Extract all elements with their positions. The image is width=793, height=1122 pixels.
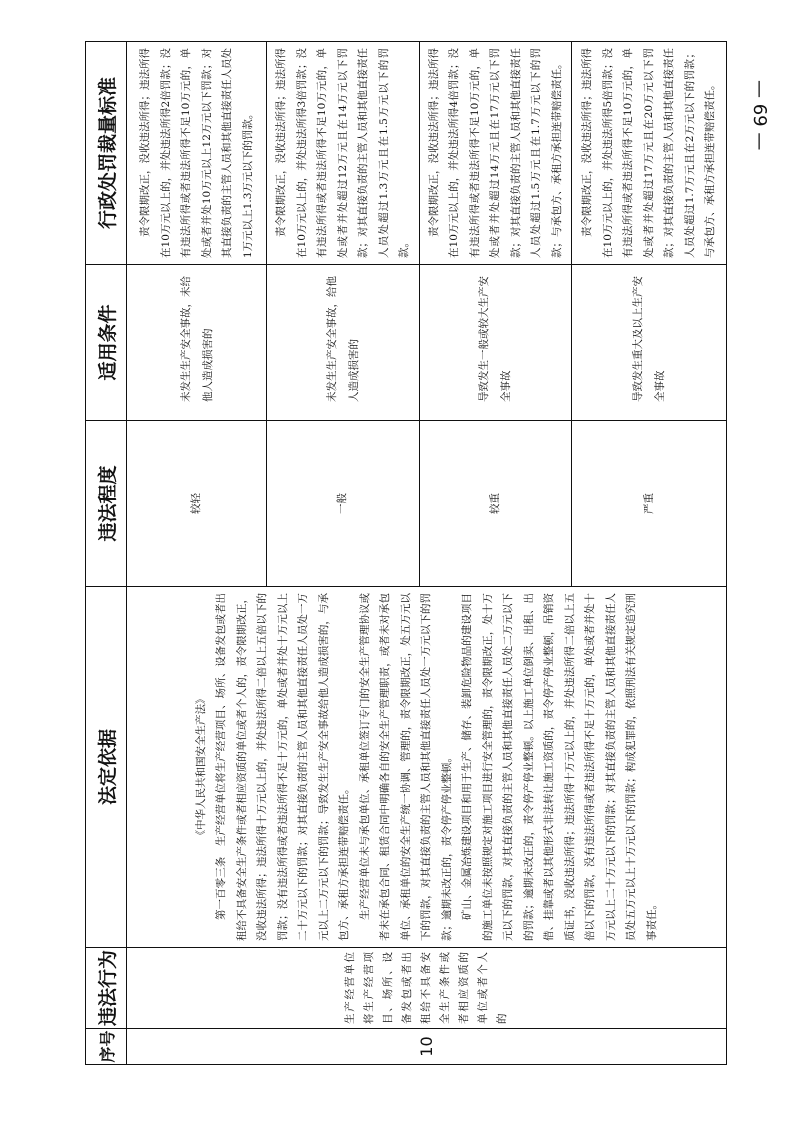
penalty-text: 责令限期改正，没收违法所得；违法所得在10万元以上的，并处违法所得4倍罚款；没有违法所得或者违法所得不足10万元的，单处或者并处超过14万元且在17万元以下罚款；对其直接负责的主管人员和其他直接责任人员处超过1.5万元且在1.7万元以下的罚款；与承包方、承租方承担连带赔偿责任。 — [427, 48, 563, 258]
penalty-standard-table — [85, 41, 727, 1065]
page-number-text: — 69 — — [749, 80, 770, 151]
degree-cell: 较轻 — [127, 421, 267, 587]
condition-cell — [419, 265, 572, 421]
header-degree: 违法程度 — [86, 421, 127, 587]
header-act: 违法行为 — [86, 948, 127, 1029]
penalty-cell — [572, 42, 727, 265]
degree-cell: 一般 — [267, 421, 420, 587]
header-law: 法定依据 — [86, 587, 127, 948]
condition-text: 导致发生一般或较大生产安全事故 — [478, 276, 513, 402]
penalty-text: 责令限期改正，没收违法所得；违法所得在10万元以上的，并处违法所得5倍罚款；没有违法所得或者违法所得不足10万元的，单处或者并处超过17万元且在20万元以下罚款；对其直接负责的主管人员和其他直接责任人员处超过1.7万元且在2万元以下的罚款；与承包方、承租方承担连带赔偿责任。 — [581, 48, 717, 258]
condition-text: 导致发生重大及以上生产安全事故 — [632, 276, 666, 402]
condition-text: 未发生生产安全事故，未给他人造成损害的 — [179, 276, 214, 402]
penalty-text: 责令限期改正，没收违法所得；违法所得在10万元以上的，并处违法所得3倍罚款；没有违法所得或者违法所得不足10万元的，单处或者并处超过12万元且在14万元以下罚款；对其直接负责的主管人员和其他直接责任人员处超过1.3万元且在1.5万元以下的罚款。 — [275, 48, 410, 258]
law-paragraph: 第一百零三条 生产经营单位将生产经营项目、场所、设备发包或者出租给不具备安全生产条件或者相应资质的单位或者个人的，责令限期改正，没收违法所得；违法所得十万元以上的，并处违法所得二倍以上五倍以下的罚款；没有违法所得或者违法所得不足十万元的，单处或者并处十万元以上二十万元以下的罚款；对其直接负责的主管人员和其他直接责任人员处一万元以上二万元以下的罚款；导致发生生产安全事故给他人造成损害的，与承包方、承租方承担连带赔偿责任。 — [215, 593, 351, 941]
degree-cell: 较重 — [419, 421, 572, 587]
penalty-cell — [267, 42, 420, 265]
violation-text: 生产经营单位将生产经营项目、场所、设备发包或者出租给不具备安全生产条件或者相应资质的单位或者个人的 — [344, 952, 508, 1024]
page-number — [740, 40, 780, 151]
legal-basis-text — [188, 587, 666, 947]
table-header-row — [86, 42, 127, 1065]
law-paragraph: 矿山、金属冶炼建设项目和用于生产、储存、装卸危险物品的建设项目的施工单位未按照规定对施工项目进行安全管理的，责令限期改正，处十万元以下的罚款，对其直接负责的主管人员和其他直接责任人员处二万元以下的罚款；逾期未改正的，责令停产停业整顿。以上施工单位倒卖、出租、出借、挂靠或者以其他形式非法转让施工资质的，责令停产停业整顿，吊销资质证书，没收违法所得；违法所得十万元以上的，并处违法所得二倍以上五倍以下的罚款，没有违法所得或者违法所得不足十万元的，单处或者并处十万元以上二十万元以下的罚款；对其直接负责的主管人员和其他直接责任人员处五万元以上十万元以下的罚款；构成犯罪的，依照刑法有关规定追究刑事责任。 — [461, 593, 658, 941]
law-paragraph: 生产经营单位未与承包单位、承租单位签订专门的安全生产管理协议或者未在承包合同、租赁合同中明确各自的安全生产管理职责，或者未对承包单位、承租单位的安全生产统一协调、管理的，责令限期改正，处五万元以下的罚款，对其直接负责的主管人员和其他直接责任人员处一万元以下的罚款；逾期未改正的，责令停产停业整顿。 — [358, 593, 453, 941]
condition-cell — [127, 265, 267, 421]
header-no: 序号 — [86, 1029, 127, 1065]
rotated-page — [85, 48, 717, 1065]
table-row — [127, 42, 267, 1065]
condition-cell — [267, 265, 420, 421]
header-condition: 适用条件 — [86, 265, 127, 421]
violation-cell — [127, 948, 727, 1029]
legal-basis-cell — [127, 587, 727, 948]
condition-text: 未发生生产安全事故，给他人造成损害的 — [325, 276, 360, 402]
degree-cell: 严重 — [572, 421, 727, 587]
penalty-cell — [127, 42, 267, 265]
entry-number: 10 — [127, 1029, 727, 1065]
law-title: 《中华人民共和国安全生产法》 — [194, 693, 207, 841]
condition-cell — [572, 265, 727, 421]
header-penalty: 行政处罚裁量标准 — [86, 42, 127, 265]
penalty-text: 责令限期改正，没收违法所得；违法所得在10万元以上的，并处违法所得2倍罚款；没有违法所得或者违法所得不足10万元的，单处或者并处10万元以上12万元以下罚款；对其直接负责的主管人员和其他直接责任人员处1万元以上1.3万元以下的罚款。 — [139, 48, 254, 258]
penalty-cell — [419, 42, 572, 265]
